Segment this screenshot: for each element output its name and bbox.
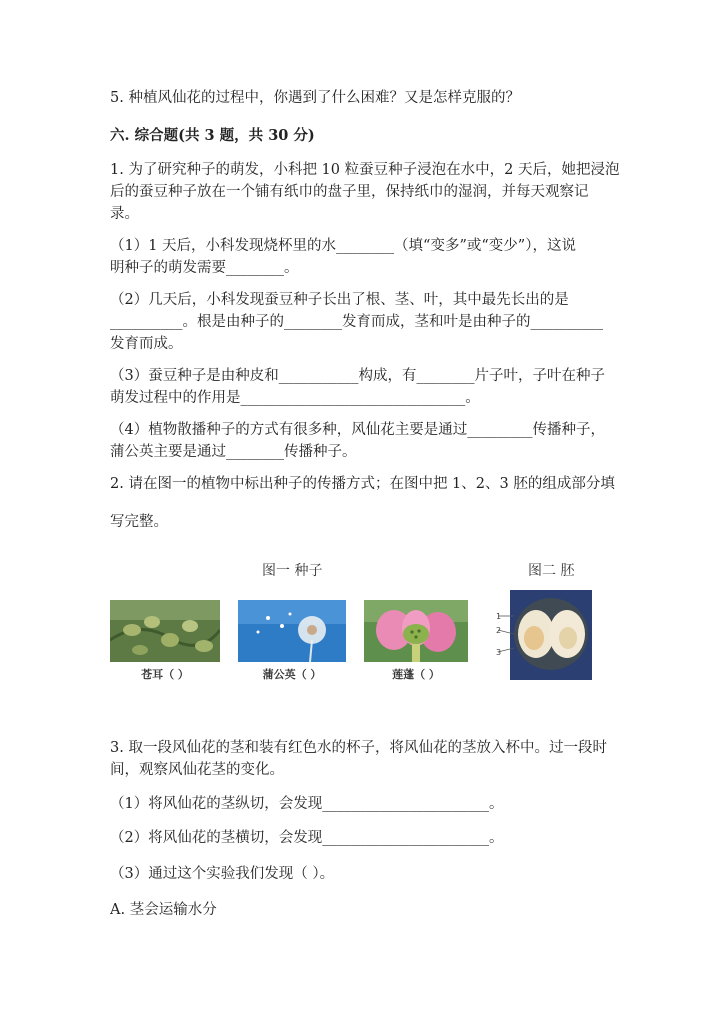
embryo-number-3: 3 bbox=[496, 648, 502, 657]
embryo-photo bbox=[510, 590, 592, 680]
q1-stem-line-1: 1. 为了研究种子的萌发，小科把 10 粒蚕豆种子浸泡在水中，2 天后，她把浸泡 bbox=[110, 162, 620, 178]
cocklebur-label: 苍耳（ ） bbox=[141, 668, 189, 681]
embryo-number-2: 2 bbox=[496, 626, 502, 635]
q1-sub2-line-2: __________。根是由种子的________发育而成，茎和叶是由种子的__________ bbox=[110, 314, 603, 330]
q3-stem-line-2: 间，观察风仙花茎的变化。 bbox=[110, 762, 284, 778]
q3-sub2: （2）将风仙花的茎横切，会发现_______________________。 bbox=[110, 830, 504, 846]
q3-sub1: （1）将风仙花的茎纵切，会发现_______________________。 bbox=[110, 796, 504, 812]
figure1-title: 图一 种子 bbox=[262, 563, 323, 579]
dandelion-photo bbox=[238, 600, 346, 662]
embryo-number-1: 1 bbox=[496, 612, 502, 621]
dandelion-label: 蒲公英（ ） bbox=[262, 668, 322, 681]
figure2-title: 图二 胚 bbox=[528, 563, 575, 579]
q1-stem-line-3: 录。 bbox=[110, 206, 139, 222]
q1-sub4-line-2: 蒲公英主要是通过________传播种子。 bbox=[110, 444, 357, 460]
q3-option-a: A. 茎会运输水分 bbox=[110, 902, 217, 918]
q1-sub1-line-1: （1）1 天后，小科发现烧杯里的水________（填“变多”或“变少”），这说 bbox=[110, 238, 576, 254]
q3-stem-line-1: 3. 取一段风仙花的茎和装有红色水的杯子，将风仙花的茎放入杯中。过一段时 bbox=[110, 740, 607, 756]
q2-stem-line-1: 2. 请在图一的植物中标出种子的传播方式；在图中把 1、2、3 胚的组成部分填 bbox=[110, 476, 615, 492]
q3-sub3: （3）通过这个实验我们发现（ ）。 bbox=[110, 866, 335, 882]
q1-sub3-line-2: 萌发过程中的作用是_______________________________。 bbox=[110, 390, 480, 406]
lotus-label: 莲蓬（ ） bbox=[392, 668, 440, 681]
q1-sub2-line-3: 发育而成。 bbox=[110, 336, 183, 352]
lotus-photo bbox=[364, 600, 468, 662]
q1-sub2-line-1: （2）几天后，小科发现蚕豆种子长出了根、茎、叶，其中最先长出的是 bbox=[110, 292, 569, 308]
q1-sub4-line-1: （4）植物散播种子的方式有很多种，风仙花主要是通过_________传播种子， bbox=[110, 422, 605, 438]
q2-stem-line-2: 写完整。 bbox=[110, 514, 168, 530]
q1-sub1-line-2: 明种子的萌发需要________。 bbox=[110, 260, 299, 276]
cocklebur-photo bbox=[110, 600, 220, 662]
q1-sub3-line-1: （3）蚕豆种子是由种皮和___________构成，有________片子叶，子叶在种子 bbox=[110, 368, 605, 384]
section-title: 六. 综合题(共 3 题，共 30 分) bbox=[110, 127, 315, 144]
question-5: 5. 种植风仙花的过程中，你遇到了什么困难？又是怎样克服的？ bbox=[110, 90, 520, 106]
q1-stem-line-2: 后的蚕豆种子放在一个铺有纸巾的盘子里，保持纸巾的湿润，并每天观察记 bbox=[110, 184, 589, 200]
